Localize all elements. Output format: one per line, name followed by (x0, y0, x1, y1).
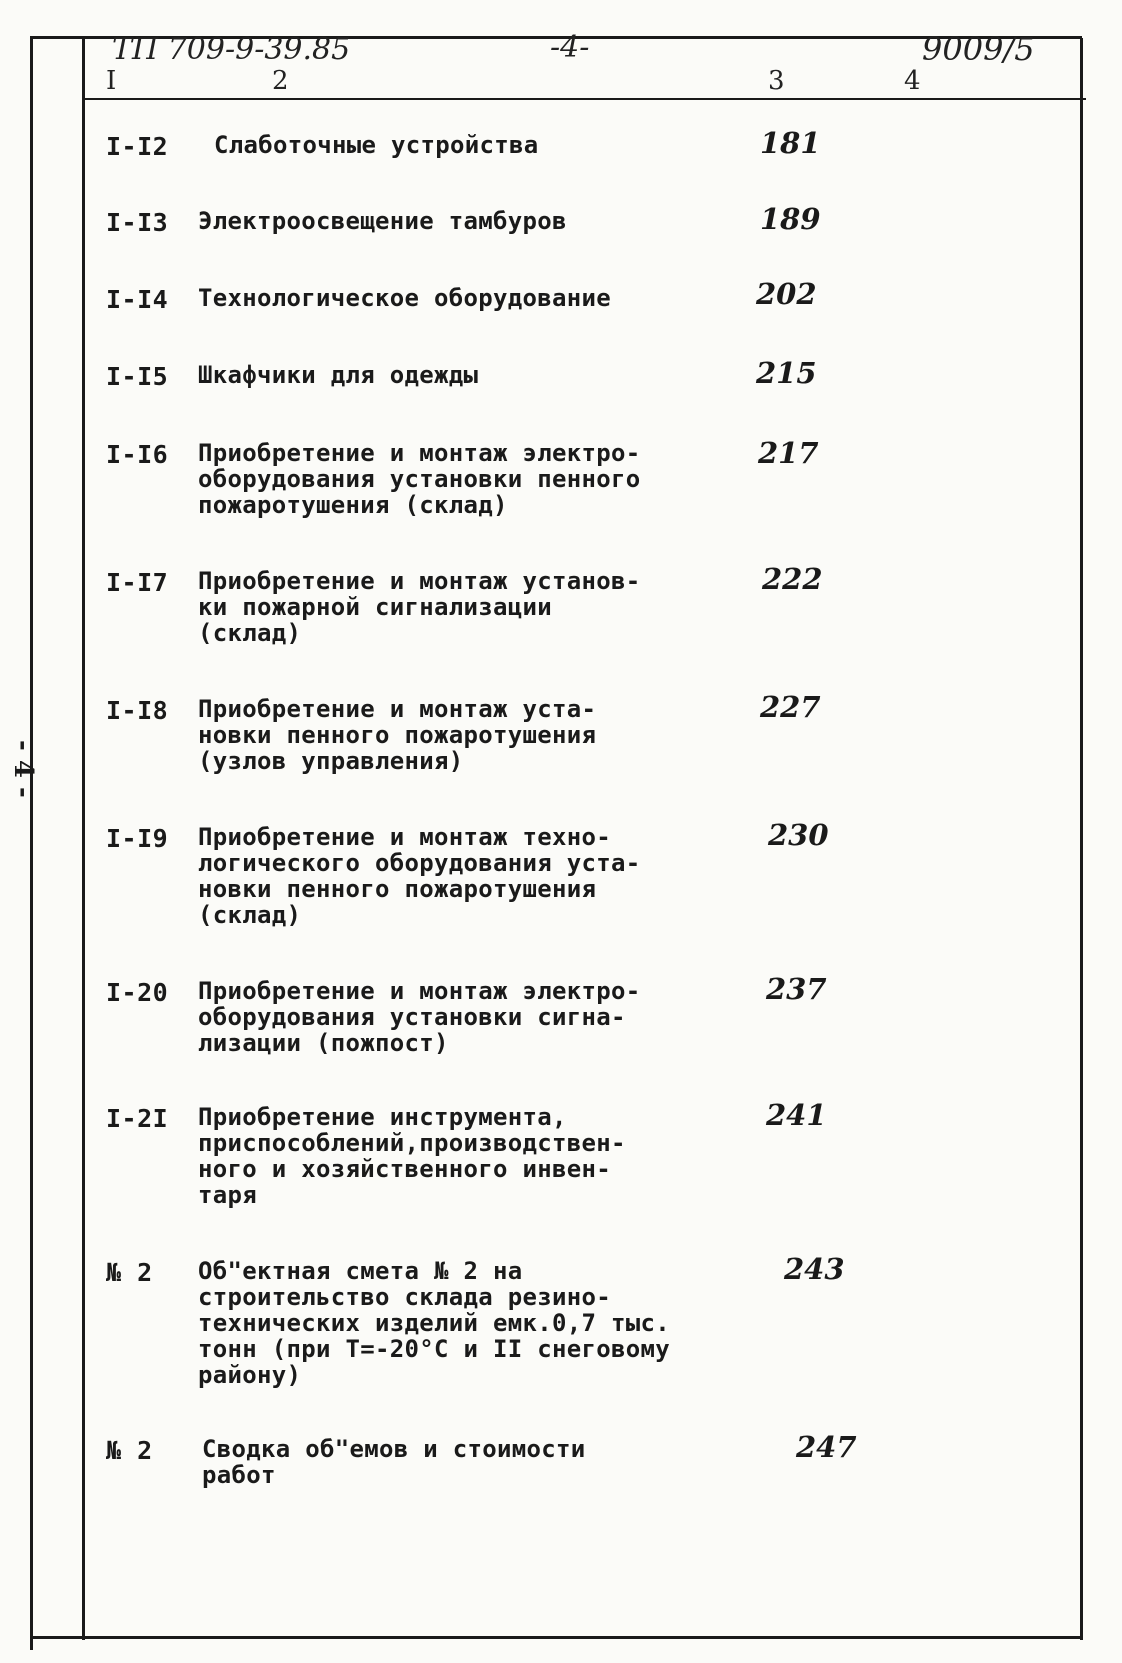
entry-page: 230 (768, 818, 829, 852)
frame-left-inner (82, 38, 85, 1640)
entry-title: Шкафчики для одежды (198, 361, 479, 389)
entry-title: Приобретение инструмента, приспособлений,производствен- ного и хозяйственного инвен- таря (198, 1103, 626, 1209)
frame-header-rule (84, 98, 1086, 100)
entry-number: I-I6 (106, 440, 169, 469)
column-number-4: 4 (904, 66, 921, 96)
entry-title: Приобретение и монтаж техно- логического оборудования уста- новки пенного пожаротушения (склад) (198, 823, 641, 929)
entry-title: Приобретение и монтаж уста- новки пенного пожаротушения (узлов управления) (198, 695, 597, 775)
entry-title: Технологическое оборудование (198, 284, 611, 312)
frame-right (1080, 38, 1083, 1640)
entry-number: № 2 (106, 1258, 153, 1287)
entry-page: 247 (796, 1430, 857, 1464)
entry-page: 237 (766, 972, 827, 1006)
entry-title: Приобретение и монтаж установ- ки пожарной сигнализации (склад) (198, 567, 641, 647)
entry-number: № 2 (106, 1436, 153, 1465)
entry-number: I-2I (106, 1104, 169, 1133)
entry-page: 189 (760, 202, 821, 236)
entry-page: 222 (762, 562, 823, 596)
entry-page: 181 (760, 126, 821, 160)
doc-code: ТП 709-9-39.85 (112, 32, 351, 67)
album-number: 9009/5 (922, 30, 1035, 68)
side-page-marker: - 4 - (8, 740, 38, 798)
entry-title: Приобретение и монтаж электро- оборудования установки пенного пожаротушения (склад) (198, 439, 641, 519)
entry-number: I-20 (106, 978, 169, 1007)
column-number-1: I (106, 66, 117, 96)
column-number-3: 3 (768, 66, 785, 96)
entry-title: Сводка об"емов и стоимости работ (202, 1435, 586, 1489)
entry-page: 217 (758, 436, 819, 470)
entry-title: Приобретение и монтаж электро- оборудования установки сигна- лизации (пожпост) (198, 977, 641, 1057)
entry-title: Об"ектная смета № 2 на строительство склада резино- технических изделий емк.0,7 тыс. тонн (при Т=-20°С и II снеговому району) (198, 1257, 670, 1389)
frame-bottom (30, 1636, 1083, 1639)
entry-page: 243 (784, 1252, 845, 1286)
entry-page: 227 (760, 690, 821, 724)
entry-title: Электроосвещение тамбуров (198, 207, 567, 235)
frame-left-outer (30, 38, 33, 1650)
entry-page: 241 (766, 1098, 827, 1132)
entry-number: I-I5 (106, 362, 169, 391)
entry-page: 202 (756, 277, 817, 311)
entry-number: I-I7 (106, 568, 169, 597)
entry-number: I-I2 (106, 132, 169, 161)
column-number-2: 2 (272, 66, 289, 96)
entry-page: 215 (756, 356, 817, 390)
entry-title: Слаботочные устройства (214, 131, 539, 159)
entry-number: I-I8 (106, 696, 169, 725)
entry-number: I-I3 (106, 208, 169, 237)
entry-number: I-I4 (106, 285, 169, 314)
page-marker: -4- (550, 30, 590, 65)
entry-number: I-I9 (106, 824, 169, 853)
